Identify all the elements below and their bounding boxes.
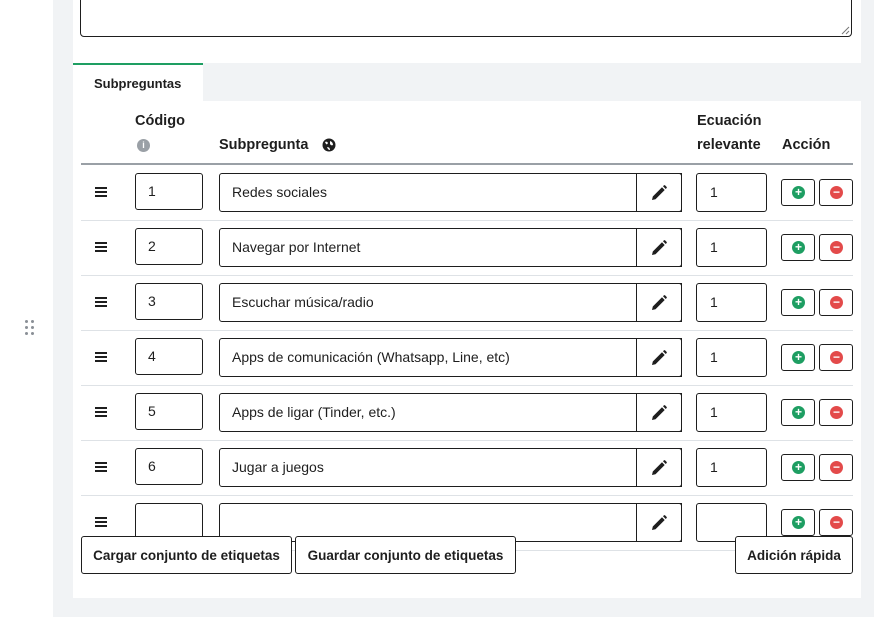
- subquestion-input[interactable]: Apps de ligar (Tinder, etc.): [219, 393, 682, 432]
- edit-button[interactable]: [636, 448, 682, 487]
- relevance-input[interactable]: 1: [696, 448, 767, 487]
- minus-circle-icon: −: [830, 241, 843, 254]
- table-row: [81, 385, 853, 441]
- plus-circle-icon: +: [792, 461, 805, 474]
- relevance-input[interactable]: 1: [696, 283, 767, 322]
- add-row-button[interactable]: [781, 454, 815, 481]
- hamburger-icon[interactable]: [95, 407, 107, 417]
- subquestion-input[interactable]: Escuchar música/radio: [219, 283, 682, 322]
- code-input[interactable]: 3: [135, 283, 203, 320]
- edit-button[interactable]: [636, 228, 682, 267]
- hamburger-icon[interactable]: [95, 517, 107, 527]
- quick-add-label: Adición rápida: [747, 547, 841, 563]
- add-row-button[interactable]: [781, 509, 815, 536]
- edit-button[interactable]: [636, 338, 682, 377]
- relevance-input[interactable]: 1: [696, 228, 767, 267]
- add-row-button[interactable]: [781, 179, 815, 206]
- minus-circle-icon: −: [830, 406, 843, 419]
- help-textarea[interactable]: [80, 0, 852, 37]
- hamburger-icon[interactable]: [95, 242, 107, 252]
- pencil-icon: [651, 185, 667, 201]
- pencil-icon: [651, 460, 667, 476]
- header-relevance-2: relevante: [697, 137, 761, 153]
- hamburger-icon[interactable]: [95, 352, 107, 362]
- remove-row-button[interactable]: [819, 509, 853, 536]
- tab-label: Subpreguntas: [94, 75, 182, 91]
- tab-subquestions[interactable]: [73, 63, 203, 101]
- relevance-input[interactable]: 1: [696, 393, 767, 432]
- table-row: [81, 275, 853, 331]
- header-subquestion: Subpregunta: [219, 137, 309, 153]
- remove-row-button[interactable]: [819, 179, 853, 206]
- left-gutter: [0, 0, 53, 617]
- hamburger-icon[interactable]: [95, 462, 107, 472]
- drag-handle-icon[interactable]: [24, 320, 36, 336]
- plus-circle-icon: +: [792, 186, 805, 199]
- save-labelset-label: Guardar conjunto de etiquetas: [307, 547, 504, 563]
- edit-button[interactable]: [636, 393, 682, 432]
- load-labelset-button[interactable]: [81, 536, 292, 574]
- minus-circle-icon: −: [830, 516, 843, 529]
- add-row-button[interactable]: [781, 399, 815, 426]
- subquestion-input[interactable]: Redes sociales: [219, 173, 682, 212]
- code-input[interactable]: 4: [135, 338, 203, 375]
- table-row: [81, 440, 853, 496]
- plus-circle-icon: +: [792, 406, 805, 419]
- relevance-input[interactable]: 1: [696, 173, 767, 212]
- add-row-button[interactable]: [781, 344, 815, 371]
- remove-row-button[interactable]: [819, 399, 853, 426]
- subquestion-input[interactable]: Apps de comunicación (Whatsapp, Line, etc): [219, 338, 682, 377]
- minus-circle-icon: −: [830, 186, 843, 199]
- minus-circle-icon: −: [830, 351, 843, 364]
- pencil-icon: [651, 240, 667, 256]
- relevance-input[interactable]: 1: [696, 338, 767, 377]
- subquestion-input[interactable]: Navegar por Internet: [219, 228, 682, 267]
- code-input[interactable]: 5: [135, 393, 203, 430]
- add-row-button[interactable]: [781, 289, 815, 316]
- header-relevance-1: Ecuación: [697, 113, 762, 129]
- minus-circle-icon: −: [830, 461, 843, 474]
- remove-row-button[interactable]: [819, 454, 853, 481]
- info-icon[interactable]: i: [137, 139, 150, 152]
- add-row-button[interactable]: [781, 234, 815, 261]
- code-input[interactable]: 2: [135, 228, 203, 265]
- remove-row-button[interactable]: [819, 289, 853, 316]
- pencil-icon: [651, 515, 667, 531]
- globe-icon[interactable]: [322, 138, 336, 152]
- plus-circle-icon: +: [792, 351, 805, 364]
- code-input[interactable]: 1: [135, 173, 203, 210]
- subquestion-table: [81, 165, 853, 529]
- hamburger-icon[interactable]: [95, 297, 107, 307]
- remove-row-button[interactable]: [819, 344, 853, 371]
- pencil-icon: [651, 350, 667, 366]
- header-code: Código: [135, 113, 185, 129]
- subquestion-input[interactable]: Jugar a juegos: [219, 448, 682, 487]
- code-input[interactable]: [135, 503, 203, 540]
- header-action: Acción: [782, 137, 831, 153]
- minus-circle-icon: −: [830, 296, 843, 309]
- plus-circle-icon: +: [792, 241, 805, 254]
- hamburger-icon[interactable]: [95, 187, 107, 197]
- table-row: [81, 220, 853, 276]
- load-labelset-label: Cargar conjunto de etiquetas: [93, 547, 280, 563]
- quick-add-button[interactable]: [735, 536, 853, 574]
- plus-circle-icon: +: [792, 516, 805, 529]
- code-input[interactable]: 6: [135, 448, 203, 485]
- plus-circle-icon: +: [792, 296, 805, 309]
- table-row: [81, 165, 853, 221]
- pencil-icon: [651, 405, 667, 421]
- edit-button[interactable]: [636, 173, 682, 212]
- resize-grip-icon[interactable]: [841, 26, 849, 34]
- edit-button[interactable]: [636, 283, 682, 322]
- pencil-icon: [651, 295, 667, 311]
- edit-button[interactable]: [636, 503, 682, 542]
- remove-row-button[interactable]: [819, 234, 853, 261]
- save-labelset-button[interactable]: [295, 536, 516, 574]
- table-row: [81, 330, 853, 386]
